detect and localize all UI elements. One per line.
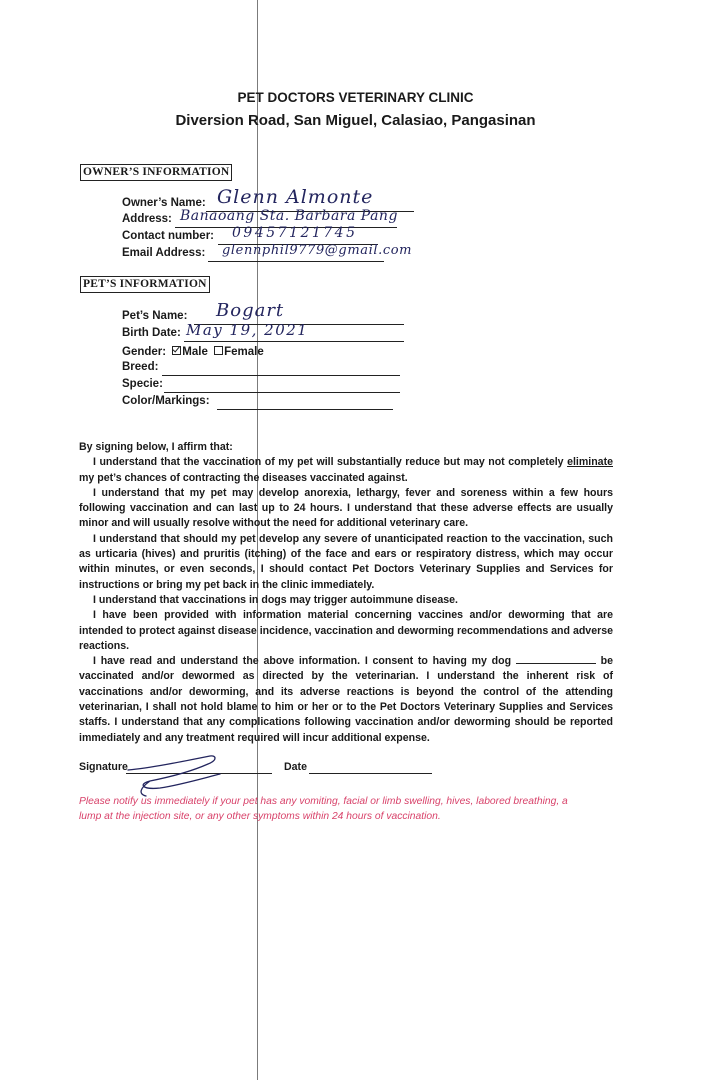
date-line[interactable]: [309, 773, 432, 774]
pet-section-title: PET’S INFORMATION: [80, 276, 210, 293]
pet-breed-line[interactable]: [162, 375, 400, 376]
pet-specie-label: Specie:: [122, 378, 163, 390]
owner-name-value[interactable]: Glenn Almonte: [217, 186, 374, 208]
pet-color-line[interactable]: [217, 409, 393, 410]
owner-section-title: OWNER’S INFORMATION: [80, 164, 232, 181]
pet-breed-label: Breed:: [122, 361, 159, 373]
pet-birth-value[interactable]: May 19, 2021: [186, 321, 309, 339]
pet-birth-line: [184, 341, 404, 342]
owner-address-row: [122, 208, 398, 229]
consent-paragraph-1: [79, 455, 613, 486]
gender-female-label: Female: [224, 346, 264, 358]
pet-name-label: Pet’s Name:: [122, 310, 188, 322]
pet-gender-row: [122, 346, 264, 358]
pet-gender-label: Gender:: [122, 346, 167, 358]
clinic-name: PET DOCTORS VETERINARY CLINIC: [237, 90, 474, 105]
gender-male-checkbox[interactable]: [172, 346, 181, 355]
owner-address-label: Address:: [122, 213, 172, 225]
pet-name-row: [122, 300, 285, 326]
dog-name-blank[interactable]: [516, 654, 596, 664]
symptom-notice: Please notify us immediately if your pet has any vomiting, facial or limb swelling, hives, labored breathing, a lump at the injection site, or any other symptoms within 24 hours of vaccination.: [79, 796, 568, 822]
pet-color-row: [122, 395, 210, 411]
clinic-address: Diversion Road, San Miguel, Calasiao, Pangasinan: [175, 112, 536, 129]
owner-email-label: Email Address:: [122, 247, 206, 259]
consent-p6-pre: I have read and understand the above information. I consent to having my dog: [93, 655, 512, 668]
consent-paragraph-5: I have been provided with information material concerning vaccines and/or deworming that are intended to protect against disease incidence, vaccination and deworming recommendations and adverse reactions.: [79, 609, 613, 652]
date-label: Date: [284, 761, 307, 773]
handwritten-signature: [120, 748, 230, 798]
pet-birth-label: Birth Date:: [122, 327, 181, 339]
consent-intro: By signing below, I affirm that:: [79, 441, 233, 453]
consent-paragraph-3: I understand that should my pet develop any severe of unanticipated reaction to the vaccination, such as urticaria (hives) and pruritis (itching) of the face and ears or respiratory distress, which may occur within minutes, or even seconds, I should contact Pet Doctors Veterinary Supplies and Services for instructions or bring my pet back in the clinic immediately.: [79, 532, 613, 591]
owner-email-value[interactable]: glennphil9779@gmail.com: [222, 243, 413, 258]
consent-p6-post: be vaccinated and/or dewormed as directed by the veterinarian. I understand the inherent risk of vaccinations and/or deworming, and its adverse reactions is beyond the control of the attending veterinarian, I shall not hold blame to him or her or to the Pet Doctors Veterinary Supplies and Services staffs. I understand that any complications following vaccination and/or deworming should be reported immediately and any treatment required will incur additional expense.: [79, 655, 613, 744]
owner-address-value[interactable]: Banaoang Sta. Barbara Pang: [180, 208, 398, 224]
pet-specie-row: [122, 378, 163, 394]
gender-female-checkbox[interactable]: [214, 346, 223, 355]
owner-contact-label: Contact number:: [122, 230, 214, 242]
pet-birth-row: [122, 321, 309, 343]
owner-email-line: [208, 261, 384, 262]
owner-contact-value[interactable]: 09457121745: [232, 225, 358, 241]
owner-contact-row: [122, 225, 358, 246]
pet-color-label: Color/Markings:: [122, 395, 210, 407]
consent-paragraph-4: I understand that vaccinations in dogs may trigger autoimmune disease.: [93, 593, 458, 606]
consent-paragraph-2: I understand that my pet may develop anorexia, lethargy, fever and soreness within a few hours following vaccination and can last up to 24 hours. I understand that these adverse effects are usually minor and will usually resolve without the need for additional veterinary care.: [79, 486, 613, 530]
pet-breed-row: [122, 361, 158, 377]
consent-text: [79, 440, 613, 746]
owner-email-row: [122, 243, 413, 263]
consent-p1-post: my pet’s chances of contracting the diseases vaccinated against.: [79, 471, 408, 484]
pet-name-value[interactable]: Bogart: [216, 300, 285, 321]
signature-label: Signature: [79, 761, 128, 773]
consent-paragraph-6: [79, 654, 613, 746]
owner-name-label: Owner’s Name:: [122, 197, 206, 209]
pet-specie-line[interactable]: [164, 392, 400, 393]
consent-p1-underlined: eliminate: [567, 456, 613, 469]
gender-male-label: Male: [182, 346, 208, 358]
consent-p1-pre: I understand that the vaccination of my pet will substantially reduce but may not completely: [93, 456, 568, 469]
